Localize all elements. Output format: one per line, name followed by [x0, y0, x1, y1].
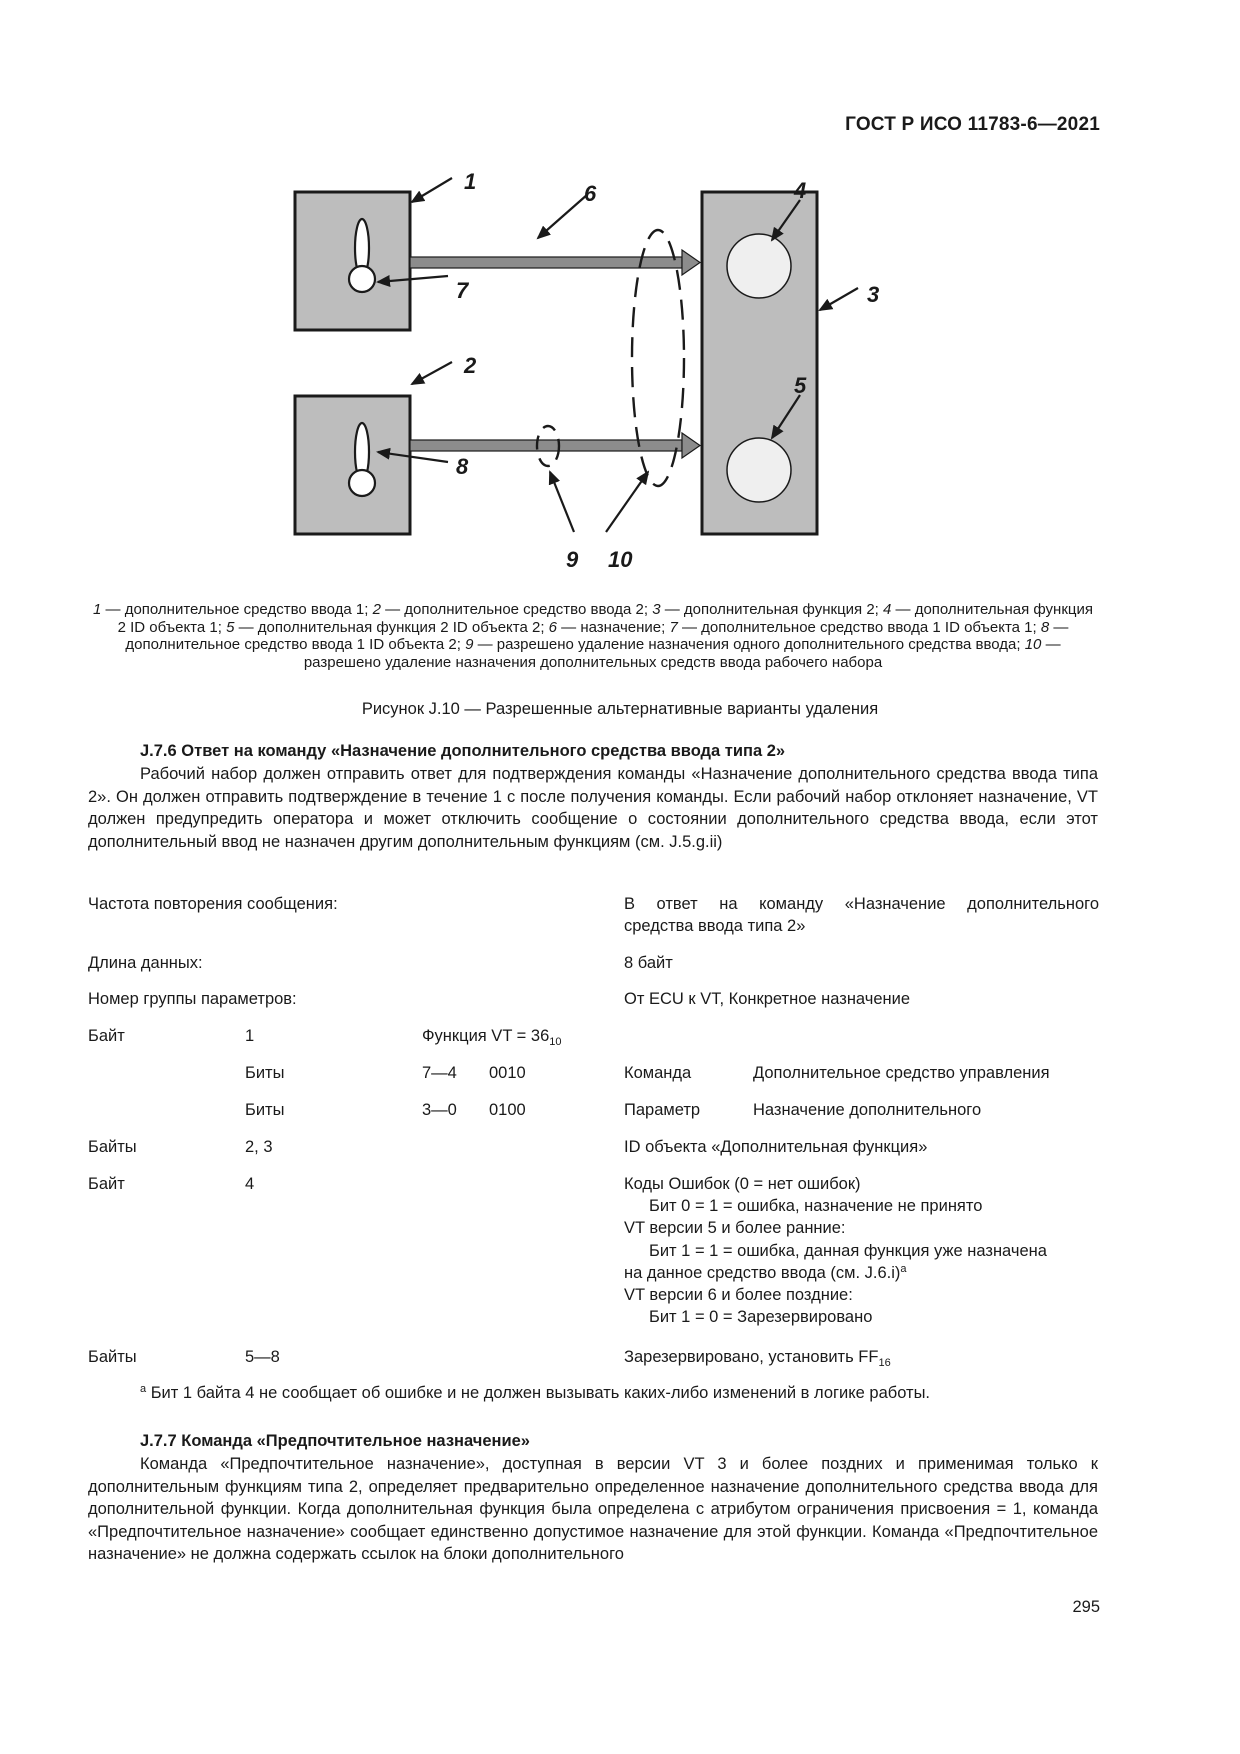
section-paragraph-j77: Команда «Предпочтительное назначение», доступная в версии VT 3 и более поздних и применимая только к дополнительным функциям типа 2, определяет предварительно определенное назначение дополнительного средства ввода для дополнительной функции. Когда дополнительная функция была определена с атрибутом ограничения присвоения = 1, команда «Предпочтительное назначение» сообщает единственно допустимое назначение для этой функции. Команда «Предпочтительное назначение» не должна содержать ссылок на блоки дополнительного [88, 1455, 1098, 1563]
data-length-value: 8 байт [624, 954, 673, 972]
input-device-1-knob [349, 266, 375, 292]
section-heading-j76: J.7.6 Ответ на команду «Назначение дополнительного средства ввода типа 2» [140, 742, 786, 760]
byte4-number: 4 [245, 1175, 255, 1193]
function-object-1-circle [727, 234, 791, 298]
bytes23-label: Байты [88, 1138, 137, 1156]
leader-6 [538, 194, 588, 238]
input-device-1-box [295, 192, 410, 330]
assignment-arrow-bottom [410, 433, 700, 458]
figure-caption: Рисунок J.10 — Разрешенные альтернативные варианты удаления [361, 700, 879, 718]
figure-legend: 1 — дополнительное средство ввода 1; 2 — дополнительное средство ввода 2; 3 — дополнительная функция 2; 4 — дополнительная функция 2 ID объекта 1; 5 — дополнительная функция 2 ID объекта 2; 6 — назначение; 7 — дополнительное средство ввода 1 ID объекта 1; 8 — дополнительное средство ввода 1 ID объекта 2; 9 — разрешено удаление назначения одного дополнительного средства ввода; 10 — разрешено удаление назначения дополнительных средств ввода рабочего набора [93, 601, 1093, 671]
input-device-2-box [295, 396, 410, 534]
leader-1 [412, 178, 452, 202]
byte4-line-3: VT версии 5 и более ранние: [624, 1219, 846, 1237]
byte1-function: Функция VT = $36_{10}$ [422, 1027, 562, 1048]
byte1-label: Байт [88, 1027, 125, 1045]
bits-a-range: 7—4 [422, 1064, 457, 1082]
byte4-line-7: Бит 1 = 0 = Зарезервировано [649, 1308, 873, 1326]
byte4-label: Байт [88, 1175, 125, 1193]
bits-b-label: Биты [245, 1101, 285, 1119]
callout-10: 10 [608, 547, 633, 572]
byte4-line-1: Коды Ошибок (0 = нет ошибок) [624, 1175, 861, 1193]
leader-2 [412, 362, 452, 384]
bytes58-description: Зарезервировано, установить $FF_{16}$ [624, 1348, 891, 1369]
input-device-2-knob [349, 470, 375, 496]
byte4-line-2: Бит 0 = 1 = ошибка, назначение не принято [649, 1197, 983, 1215]
bits-b-range: 3—0 [422, 1101, 457, 1119]
footnote-reference: a [900, 1263, 907, 1275]
assignment-arrow-top [410, 250, 700, 275]
bits-a-label: Биты [245, 1064, 285, 1082]
section-paragraph-j76: Рабочий набор должен отправить ответ для подтверждения команды «Назначение дополнительного средства ввода типа 2». Он должен отправить подтверждение в течение 1 с после получения команды. Если рабочий набор отклоняет назначение, VT должен предупредить оператора и может отключить сообщение о состоянии дополнительного средства ввода, если этот дополнительный ввод не назначен другим дополнительным функциям (см. J.5.g.ii) [88, 765, 1098, 851]
rep-rate-value-line2: средства ввода типа 2» [624, 917, 806, 935]
page-number: 295 [1072, 1598, 1100, 1616]
callout-6: 6 [584, 181, 597, 206]
callout-5: 5 [794, 373, 807, 398]
leader-3 [820, 288, 858, 310]
byte4-line-5: на данное средство ввода (см. J.6.i)$^a$ [624, 1263, 907, 1282]
bytes58-label: Байты [88, 1348, 137, 1366]
function-object-2-circle [727, 438, 791, 502]
callout-9: 9 [566, 547, 579, 572]
callout-3: 3 [867, 282, 880, 307]
leader-9 [550, 472, 574, 532]
document-header: ГОСТ Р ИСО 11783-6—2021 [845, 114, 1100, 135]
data-length-label: Длина данных: [88, 954, 203, 972]
bytes23-description: ID объекта «Дополнительная функция» [624, 1138, 928, 1156]
byte1-number: 1 [245, 1027, 255, 1045]
callout-7: 7 [456, 278, 469, 303]
bytes58-number: 5—8 [245, 1348, 280, 1366]
byte4-line-4: Бит 1 = 1 = ошибка, данная функция уже назначена [649, 1242, 1047, 1260]
bytes23-number: 2, 3 [245, 1138, 273, 1156]
callout-4: 4 [794, 178, 807, 203]
bits-a-name: Команда [624, 1064, 692, 1082]
callout-1: 1 [464, 170, 477, 194]
figure-diagram [280, 170, 900, 590]
rep-rate-value-line1: В ответ на команду «Назначение дополнительного [624, 895, 1099, 913]
bits-b-value: 0100 [489, 1101, 526, 1119]
bits-b-name: Параметр [624, 1101, 701, 1119]
byte4-line-6: VT версии 6 и более поздние: [624, 1286, 853, 1304]
callout-8: 8 [456, 454, 469, 479]
pgn-value: От ECU к VT, Конкретное назначение [624, 990, 911, 1008]
callout-2: 2 [464, 353, 477, 378]
bits-b-description: Назначение дополнительного [753, 1101, 982, 1119]
rep-rate-label: Частота повторения сообщения: [88, 895, 338, 913]
footnote: $^a$ Бит 1 байта 4 не сообщает об ошибке и не должен вызывать каких-либо изменений в логике работы. [140, 1383, 931, 1402]
pgn-label: Номер группы параметров: [88, 990, 297, 1008]
bits-a-description: Дополнительное средство управления [753, 1064, 1050, 1082]
section-heading-j77: J.7.7 Команда «Предпочтительное назначение» [140, 1432, 530, 1450]
bits-a-value: 0010 [489, 1064, 526, 1082]
leader-10 [606, 472, 648, 532]
